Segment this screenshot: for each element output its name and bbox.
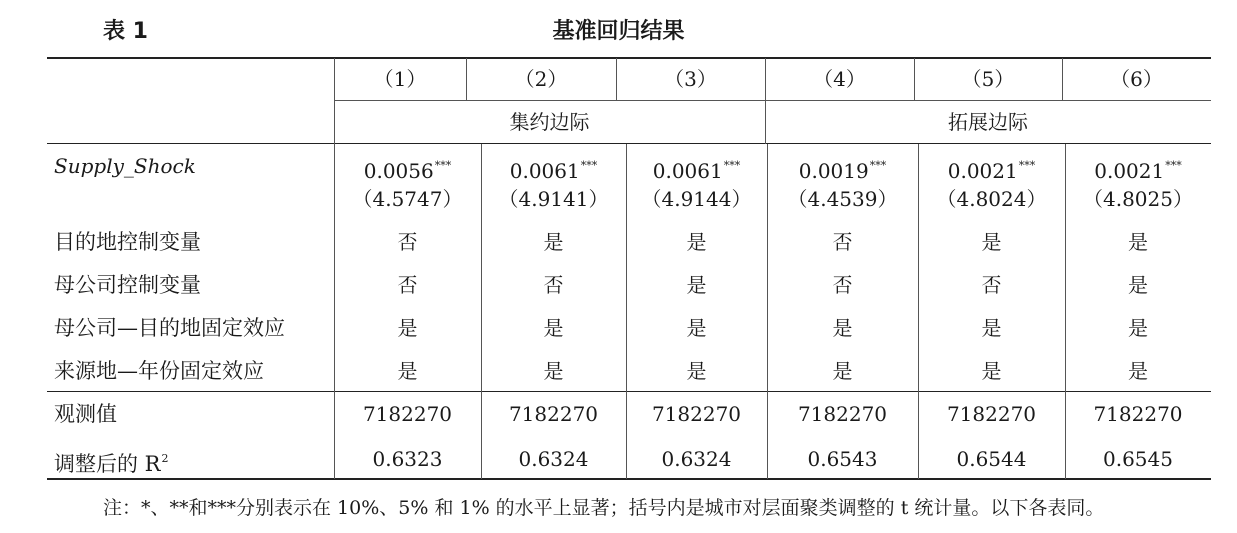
parent-controls-cell: 是 [1128,273,1148,297]
t-value-cell: （4.9144） [641,187,752,211]
significance-stars: *** [1018,159,1036,172]
t-value-cell: （4.5747） [352,187,463,211]
table-title: 基准回归结果 [552,19,685,44]
column-header: （2） [514,67,568,91]
observations-cell: 7182270 [508,402,599,426]
group-header-extensive: 拓展边际 [948,110,1028,134]
row-label-observations: 观测值 [54,402,117,426]
observations-cell: 7182270 [362,402,453,426]
r2-cell: 0.6324 [518,447,589,471]
origin-year-fe-cell: 是 [1128,359,1148,383]
row-label-origin-year-fe: 来源地—年份固定效应 [54,359,264,383]
origin-year-fe-cell: 是 [543,359,564,383]
coef-cell: 0.0021*** [947,159,1036,183]
observations-cell: 7182270 [797,402,888,426]
coef-cell: 0.0019*** [798,159,887,183]
dest-controls-cell: 是 [1128,230,1148,254]
origin-year-fe-cell: 是 [397,359,418,383]
parent-dest-fe-cell: 是 [981,316,1002,340]
origin-year-fe-cell: 是 [686,359,707,383]
dest-controls-cell: 是 [543,230,564,254]
dest-controls-cell: 是 [981,230,1002,254]
significance-stars: *** [869,159,887,172]
r2-cell: 0.6545 [1103,447,1173,471]
significance-stars: *** [723,159,741,172]
parent-controls-cell: 是 [686,273,707,297]
parent-dest-fe-cell: 是 [1128,316,1148,340]
row-label-supply-shock: Supply_Shock [54,154,196,178]
column-header: （5） [961,67,1015,91]
coef-cell: 0.0061*** [509,159,598,183]
table-note: 注：*、**和***分别表示在 10%、5% 和 1% 的水平上显著；括号内是城市对层面聚类调整的 t 统计量。以下各表同。 [103,497,1105,519]
dest-controls-cell: 否 [397,230,418,254]
parent-dest-fe-cell: 是 [543,316,564,340]
dest-controls-cell: 否 [832,230,853,254]
origin-year-fe-cell: 是 [832,359,853,383]
r2-cell: 0.6544 [956,447,1027,471]
parent-controls-cell: 否 [832,273,853,297]
t-value-cell: （4.9141） [498,187,609,211]
r2-cell: 0.6543 [807,447,878,471]
coef-cell: 0.0061*** [652,159,741,183]
parent-dest-fe-cell: 是 [686,316,707,340]
significance-stars: *** [434,159,452,172]
body-divider-rule [47,391,1211,392]
coef-cell: 0.0056*** [363,159,452,183]
column-header: （1） [373,67,427,91]
parent-controls-cell: 否 [397,273,418,297]
top-rule [47,57,1211,59]
observations-cell: 7182270 [1093,402,1183,426]
row-label-parent-controls: 母公司控制变量 [54,273,201,297]
parent-dest-fe-cell: 是 [397,316,418,340]
observations-cell: 7182270 [651,402,742,426]
t-value-cell: （4.8025） [1083,187,1193,211]
parent-controls-cell: 否 [981,273,1002,297]
row-label-r2 [54,446,169,477]
significance-stars: *** [1165,159,1182,172]
parent-dest-fe-cell: 是 [832,316,853,340]
column-header: （3） [664,67,717,91]
column-header: （6） [1110,67,1163,91]
column-header: （4） [813,67,866,91]
t-value-cell: （4.8024） [936,187,1047,211]
bottom-rule [47,478,1211,480]
group-header-intensive: 集约边际 [509,110,590,134]
r2-cell: 0.6323 [372,447,443,471]
parent-controls-cell: 否 [543,273,564,297]
t-value-cell: （4.4539） [787,187,898,211]
row-label-parent-dest-fe: 母公司—目的地固定效应 [54,316,285,340]
r2-label-superscript: 2 [161,452,169,465]
r2-cell: 0.6324 [661,447,732,471]
row-label-dest-controls: 目的地控制变量 [54,230,201,254]
header-bottom-rule [47,143,1211,144]
significance-stars: *** [580,159,598,172]
dest-controls-cell: 是 [686,230,707,254]
r2-label-text: 调整后的 R [54,452,161,476]
observations-cell: 7182270 [946,402,1037,426]
table-number: 表 1 [103,19,148,44]
origin-year-fe-cell: 是 [981,359,1002,383]
coef-cell: 0.0021*** [1094,159,1182,183]
